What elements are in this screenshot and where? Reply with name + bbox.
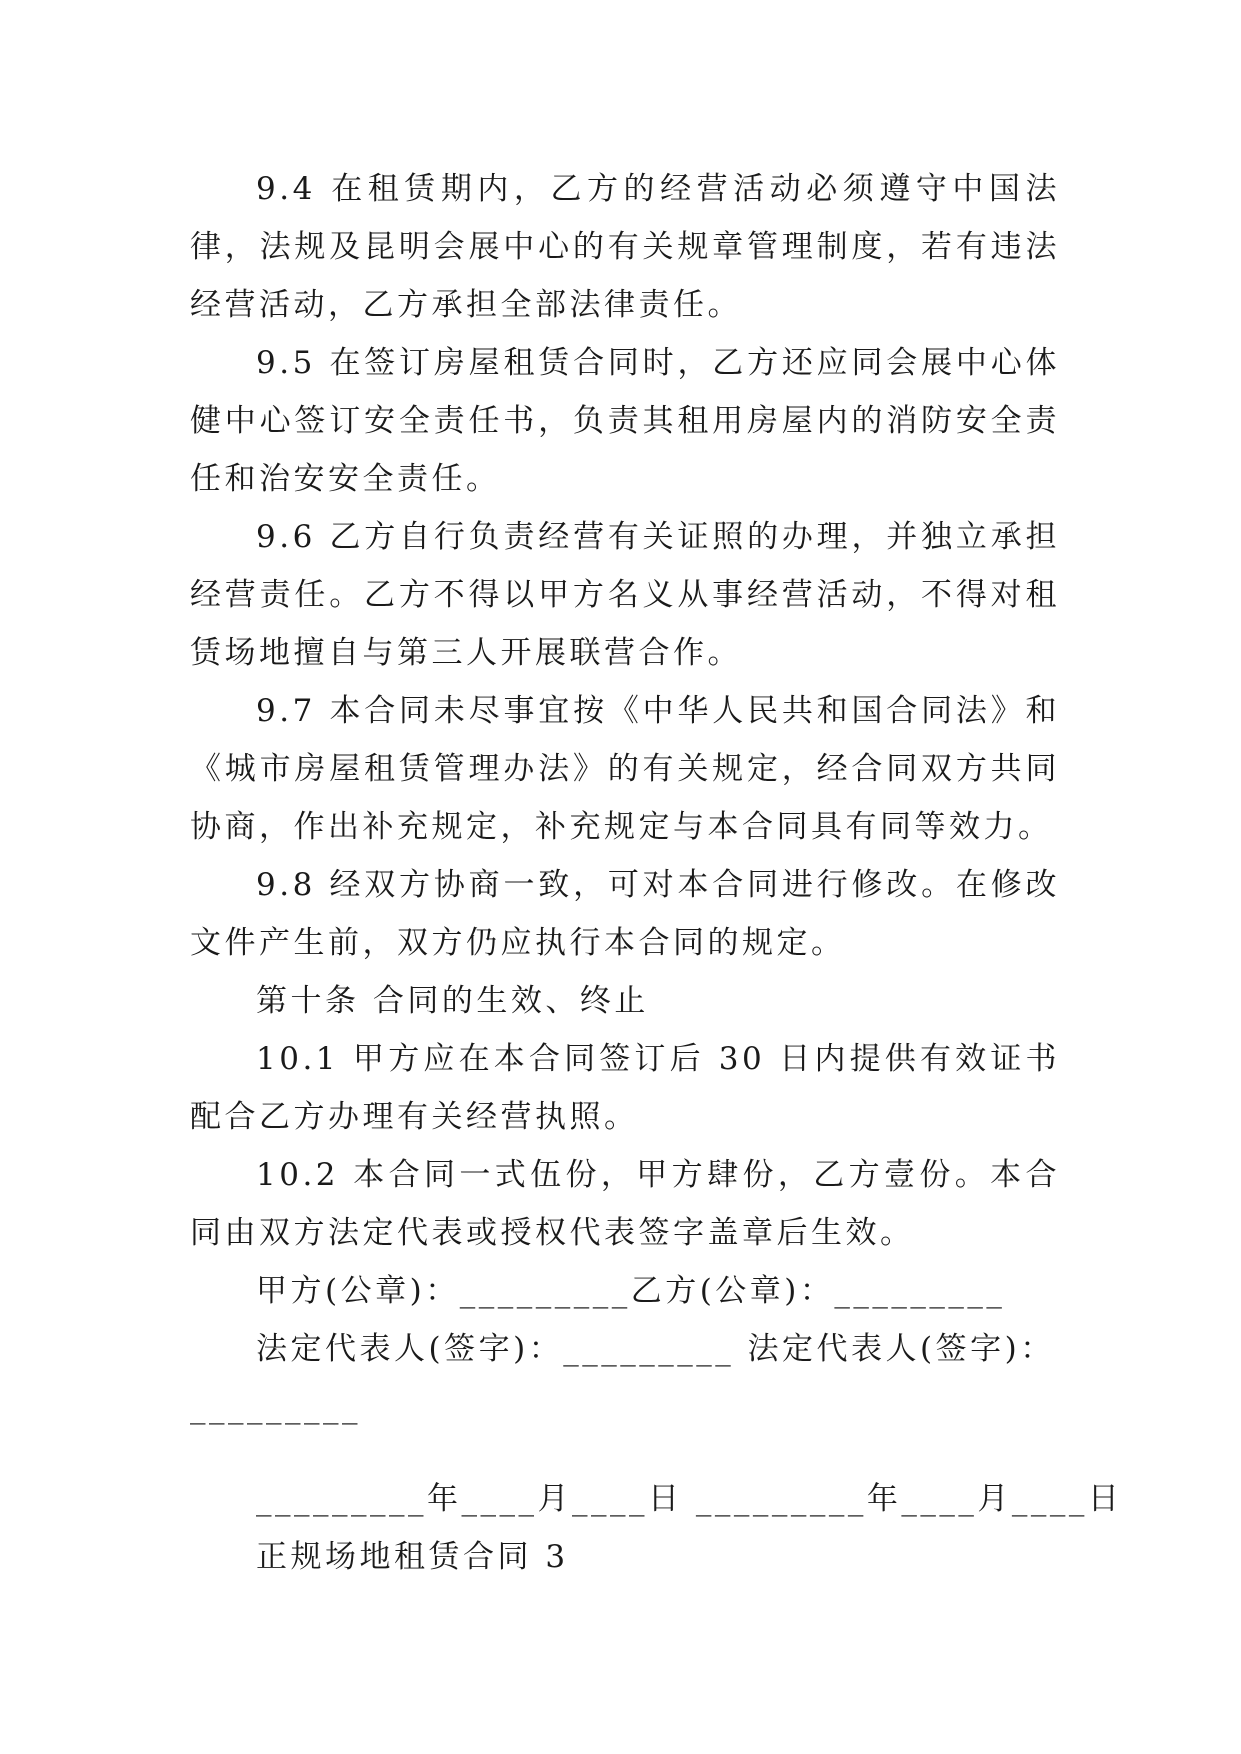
date-line: _________年____月____日 _________年____月____日 bbox=[256, 1481, 1123, 1517]
clause-9-5: 9.5 在签订房屋租赁合同时，乙方还应同会展中心体健中心签订安全责任书，负责其租用房屋内的消防安全责任和治安安全责任。 bbox=[190, 345, 1060, 497]
clause-10-2: 10.2 本合同一式伍份，甲方肆份，乙方壹份。本合同由双方法定代表或授权代表签字盖章后生效。 bbox=[190, 1157, 1060, 1251]
clause-9-4: 9.4 在租赁期内，乙方的经营活动必须遵守中国法律，法规及昆明会展中心的有关规章管理制度，若有违法经营活动，乙方承担全部法律责任。 bbox=[190, 171, 1060, 323]
spacer bbox=[190, 1436, 1060, 1470]
next-contract-title: 正规场地租赁合同 3 bbox=[256, 1539, 569, 1575]
clause-10-1: 10.1 甲方应在本合同签订后 30 日内提供有效证书配合乙方办理有关经营执照。 bbox=[190, 1041, 1060, 1135]
contract-body bbox=[190, 160, 1123, 1586]
seal-line: 甲方(公章)：_________乙方(公章)：_________ bbox=[256, 1273, 1006, 1309]
clause-9-7: 9.7 本合同未尽事宜按《中华人民共和国合同法》和《城市房屋租赁管理办法》的有关规定，经合同双方共同协商，作出补充规定，补充规定与本合同具有同等效力。 bbox=[190, 693, 1060, 845]
section-10-heading: 第十条 合同的生效、终止 bbox=[256, 983, 649, 1019]
representative-line: 法定代表人(签字)：_________ 法定代表人(签字)： bbox=[256, 1331, 1055, 1367]
clause-9-6: 9.6 乙方自行负责经营有关证照的办理，并独立承担经营责任。乙方不得以甲方名义从事经营活动，不得对租赁场地擅自与第三人开展联营合作。 bbox=[190, 519, 1060, 671]
representative-blank: _________ bbox=[190, 1389, 361, 1425]
clause-9-8: 9.8 经双方协商一致，可对本合同进行修改。在修改文件产生前，双方仍应执行本合同的规定。 bbox=[190, 867, 1060, 961]
